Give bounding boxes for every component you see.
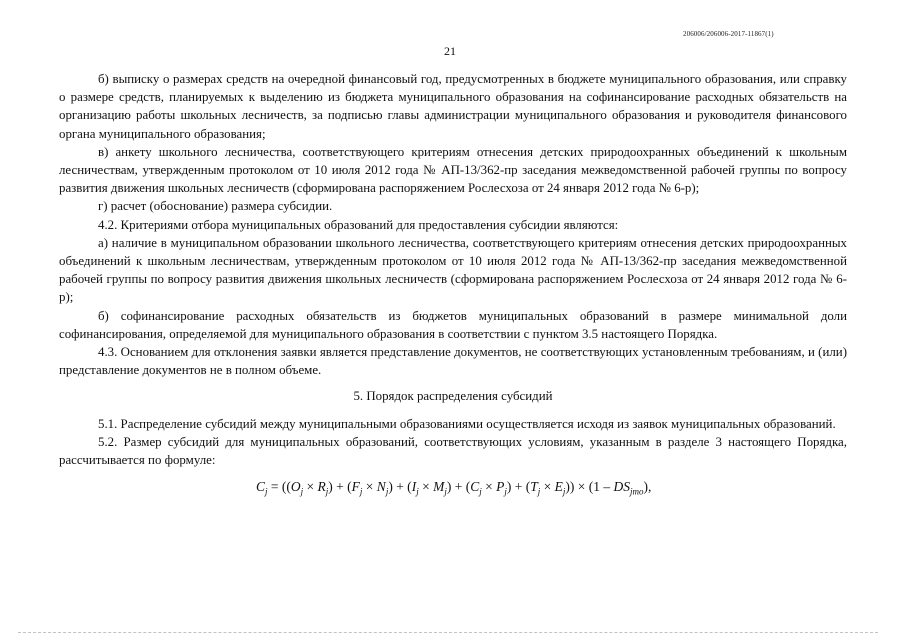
paragraph-v-school-forestry-form: в) анкету школьного лесничества, соответствующего критериям отнесения детских природоохранных объединений к школьным лесничествам, утвержденным протоколом от 10 июля 2012 года № АП-13/362-пр заседания межведомственной рабочей группы по вопросу развития движения школьных лесничеств (сформирована распоряжением Рослесхоза от 24 января 2012 года № 6-р); <box>59 144 847 196</box>
scan-edge-artifact <box>18 632 878 634</box>
paragraph-4-2-selection-criteria: 4.2. Критериями отбора муниципальных образований для предоставления субсидии являются: <box>98 217 619 232</box>
paragraph-4-3-rejection-grounds: 4.3. Основанием для отклонения заявки является представление документов, не соответствующих установленным требованиям, и (или) представление документов не в полном объеме. <box>59 345 847 378</box>
paragraph-a-school-forestry-presence: а) наличие в муниципальном образовании школьного лесничества, соответствующего критериям отнесения детских природоохранных объединений к школьным лесничествам, утвержденным протоколом от 10 июля 2012 года № АП-13/362-пр заседания межведомственной рабочей группы по вопросу развития движения школьных лесничеств (сформирована распоряжением Рослесхоза от 24 января 2012 года № 6-р); <box>59 235 847 305</box>
subsidy-formula: $C_j = ((O_j \times R_j) + (F_j \times N_j) + (I_j \times M_j) + (C_j \times P_j) + (T_j \times E_j)) \times (1 - DS_{jmo})$, <box>256 479 652 497</box>
paragraph-5-2-subsidy-size: 5.2. Размер субсидий для муниципальных образований, соответствующих условиям, указанным в разделе 3 настоящего Порядка, рассчитывается по формуле: <box>59 434 847 468</box>
paragraph-b-cofinancing: б) софинансирование расходных обязательств из бюджетов муниципальных образований в размере минимальной доли софинансирования, определяемой для муниципального образования в соответствии с пунктом 3.5 настоящего Порядка. <box>59 308 847 341</box>
paragraph-g-subsidy-calculation: г) расчет (обоснование) размера субсидии. <box>98 199 333 214</box>
page-number: 21 <box>444 44 456 58</box>
document-id: 206006/206006-2017-11867(1) <box>683 30 774 38</box>
document-body <box>59 70 847 501</box>
section-heading: 5. Порядок распределения субсидий <box>353 389 553 404</box>
paragraph-5-1-distribution: 5.1. Распределение субсидий между муниципальными образованиями осуществляется исходя из заявок муниципальных образований. <box>98 416 836 431</box>
paragraph-b-budget-extract: б) выписку о размерах средств на очередной финансовый год, предусмотренных в бюджете муниципального образования, или справку о размере средств, планируемых к выделению из бюджета муниципального образования на софинансирование расходных обязательств на организацию работы школьных лесничеств, за подписью главы администрации муниципального образования и руководителя финансового органа муниципального образования; <box>59 72 847 141</box>
